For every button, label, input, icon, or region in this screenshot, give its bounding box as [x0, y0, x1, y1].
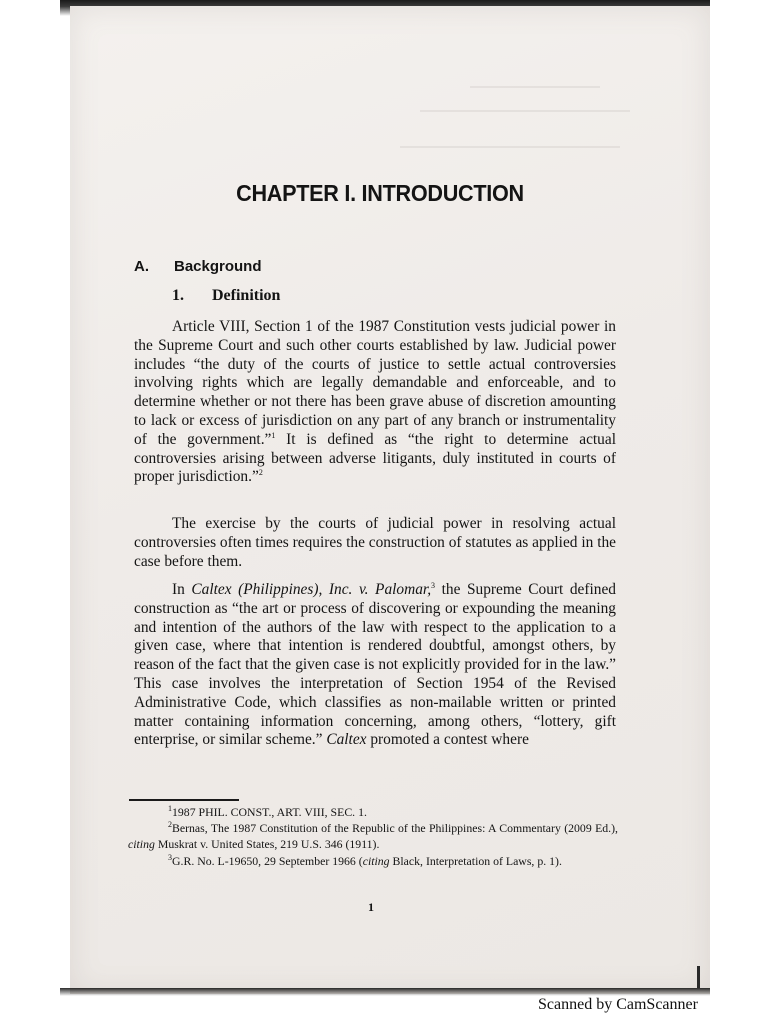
footnote-1: [128, 804, 618, 820]
paragraph-exercise: The exercise by the courts of judicial power in resolving actual controversies often times requires the construction of statutes as applied in the case before them.: [134, 515, 616, 570]
footnote-text: Bernas, The 1987 Constitution of the Republic of the Philippines: A Commentary (2009 Ed.),: [172, 821, 618, 836]
footnote-number: 3: [168, 852, 172, 862]
footnote-separator: [129, 799, 239, 801]
paragraph-text: In: [172, 581, 192, 598]
footnotes: [128, 804, 618, 869]
footnote-number: 2: [168, 820, 172, 830]
citing-label: citing: [362, 853, 390, 868]
section-letter: A.: [134, 258, 149, 275]
section-title: Background: [174, 258, 262, 275]
footnote-reference: 1: [271, 430, 276, 440]
footnote-text: G.R. No. L-19650, 29 September 1966 (: [172, 853, 363, 868]
footnote-text: 1987 PHIL. CONST., ART. VIII, SEC. 1.: [172, 805, 367, 819]
footnote-2: [128, 820, 618, 852]
footnote-text: Black, Interpretation of Laws, p. 1).: [389, 853, 562, 868]
footnote-reference: 2: [258, 468, 263, 478]
company-name: Caltex: [326, 731, 367, 749]
scanner-watermark: Scanned by CamScanner: [538, 996, 698, 1013]
paragraph-caltex: [134, 581, 616, 750]
paragraph-text: It is defined as “the right to determine actual controversies arising between adverse litigants, duly instituted in courts of proper jurisdiction.”: [134, 430, 616, 486]
footnote-number: 1: [168, 804, 172, 814]
footnote-text: Muskrat v. United States, 219 U.S. 346 (1911).: [154, 837, 380, 852]
subsection-number: 1.: [172, 287, 184, 304]
subsection-title: Definition: [212, 287, 281, 304]
page-number: 1: [368, 900, 374, 914]
subsection-heading: [172, 287, 280, 305]
paragraph-text: Article VIII, Section 1 of the 1987 Constitution vests judicial power in the Supreme Court and such other courts established by law. Judicial power includes “the duty of the courts of justice to settle actual controversies involving rights which are legally demandable and enforceable, and to determine whether or not there has been grave abuse of discretion amounting to lack or excess of jurisdiction on any part of any branch or instrumentality of the government.”: [134, 318, 616, 448]
footnote-3: [128, 853, 618, 869]
section-heading: [134, 258, 262, 275]
case-name: Caltex (Philippines), Inc. v. Palomar,: [191, 581, 432, 598]
paragraph-judicial-power: [134, 318, 616, 487]
paragraph-text: promoted a contest where: [366, 731, 529, 749]
citing-label: citing: [128, 837, 155, 852]
chapter-title: CHAPTER I. INTRODUCTION: [236, 180, 524, 206]
paragraph-text: the Supreme Court defined construction as “the art or process of discovering or expounding the meaning and intention of the authors of the law with respect to the application to a given case, where that intention is rendered doubtful, amongst others, by reason of the fact that the given case is not explicitly provided for in the law.” This case involves the interpretation of Section 1954 of the Revised Administrative Code, which classifies as non-mailable written or printed matter containing information concerning, among others, “lottery, gift enterprise, or similar scheme.”: [134, 581, 616, 749]
footnote-reference: 3: [431, 580, 436, 590]
